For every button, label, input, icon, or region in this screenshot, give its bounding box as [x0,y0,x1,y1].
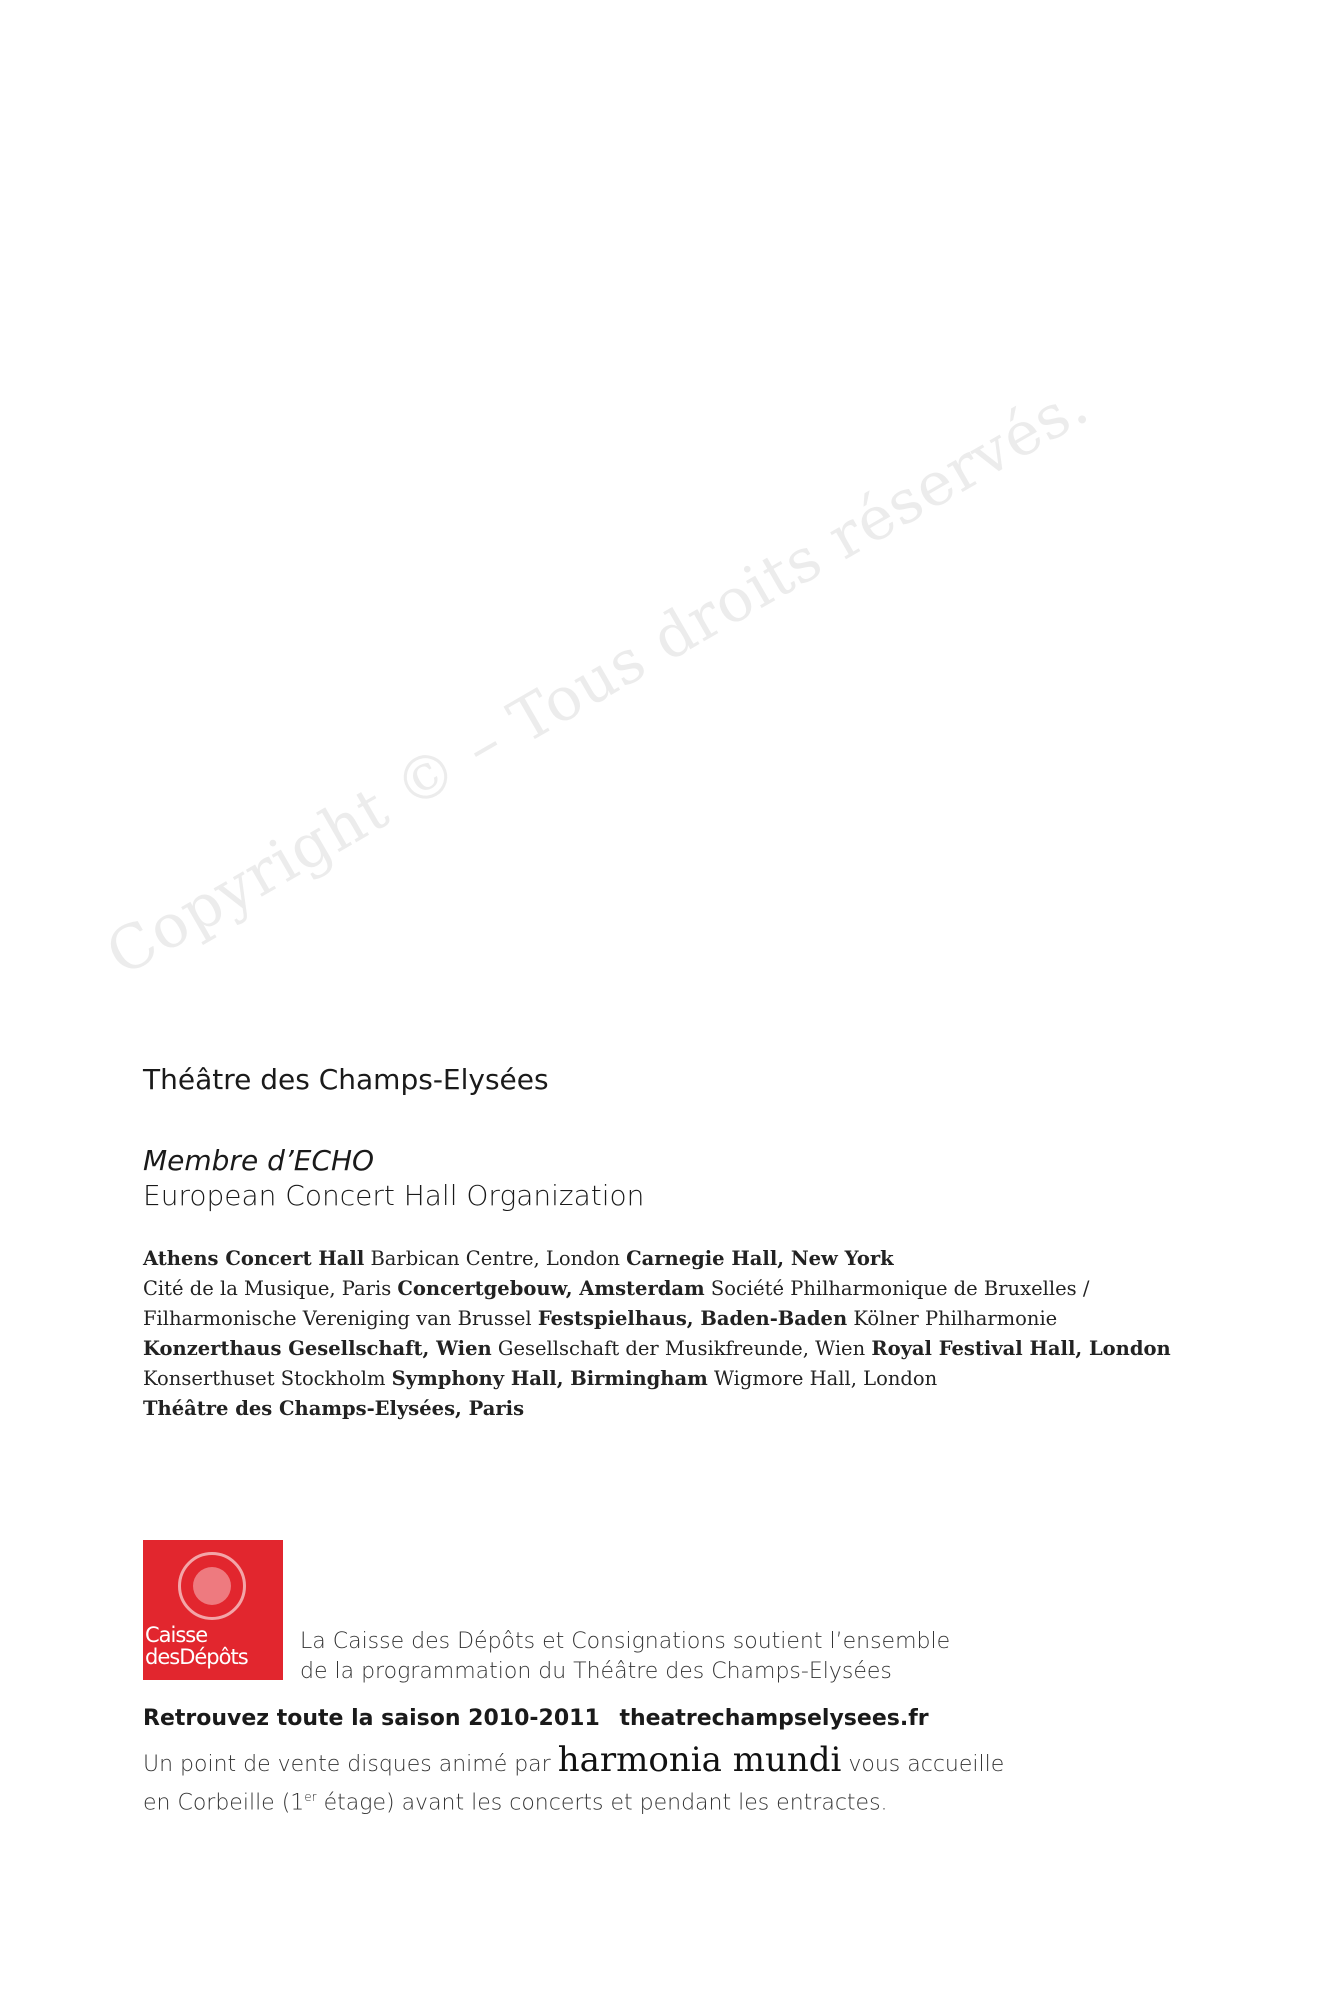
sponsor-logo-block [143,1540,283,1680]
hall-name: Athens Concert Hall [143,1247,365,1270]
venue-title: Théâtre des Champs-Elysées [143,1063,549,1096]
hall-name: Carnegie Hall, New York [626,1247,894,1270]
record-shop-info [143,1740,1005,1819]
hall-name: Cité de la Musique, Paris [143,1277,392,1300]
hall-name: Théâtre des Champs-Elysées, Paris [143,1397,525,1420]
logo-wordmark: Caisse desDépôts [145,1623,248,1669]
caisse-des-depots-logo [143,1540,283,1680]
hall-name: Barbican Centre, London [370,1247,620,1270]
hall-name: Concertgebouw, Amsterdam [397,1277,705,1300]
hall-name: Wigmore Hall, London [713,1367,938,1390]
hall-name: Konzerthaus Gesellschaft, Wien [143,1337,492,1360]
hall-name: Konserthuset Stockholm [143,1367,386,1390]
echo-member-label: Membre d’ECHO [143,1144,375,1177]
hall-name: Festspielhaus, Baden-Baden [537,1307,848,1330]
hall-name: Kölner Philharmonie [853,1307,1058,1330]
season-label: Retrouvez toute la saison 2010-2011 [143,1706,600,1731]
season-info [143,1706,929,1731]
hall-name: Gesellschaft der Musikfreunde, Wien [497,1337,866,1360]
seal-icon [178,1552,246,1620]
harmonia-mundi-brand: harmonia mundi [557,1740,842,1780]
record-shop-line-1: Un point de vente disques animé par harmonia mundi vous accueille [143,1740,1005,1780]
member-halls-list [143,1244,1203,1424]
sponsor-statement [300,1627,950,1687]
sponsor-statement-line: La Caisse des Dépôts et Consignations soutient l’ensemble [300,1629,951,1654]
website-link[interactable]: theatrechampselysees.fr [619,1706,929,1731]
sponsor-statement-line: de la programmation du Théâtre des Champs-Elysées [300,1659,892,1684]
copyright-watermark: Copyright © – Tous droits réservés. [95,369,1101,990]
hall-name: Symphony Hall, Birmingham [391,1367,708,1390]
hall-name: Royal Festival Hall, London [871,1337,1171,1360]
main-content [143,1062,1203,1424]
echo-organization-name: European Concert Hall Organization [143,1179,645,1212]
record-shop-line-2: en Corbeille (1er étage) avant les concerts et pendant les entractes. [143,1790,888,1816]
hall-name: Société Philharmonique de Bruxelles / Filharmonische Vereniging van Brussel [143,1277,1090,1330]
